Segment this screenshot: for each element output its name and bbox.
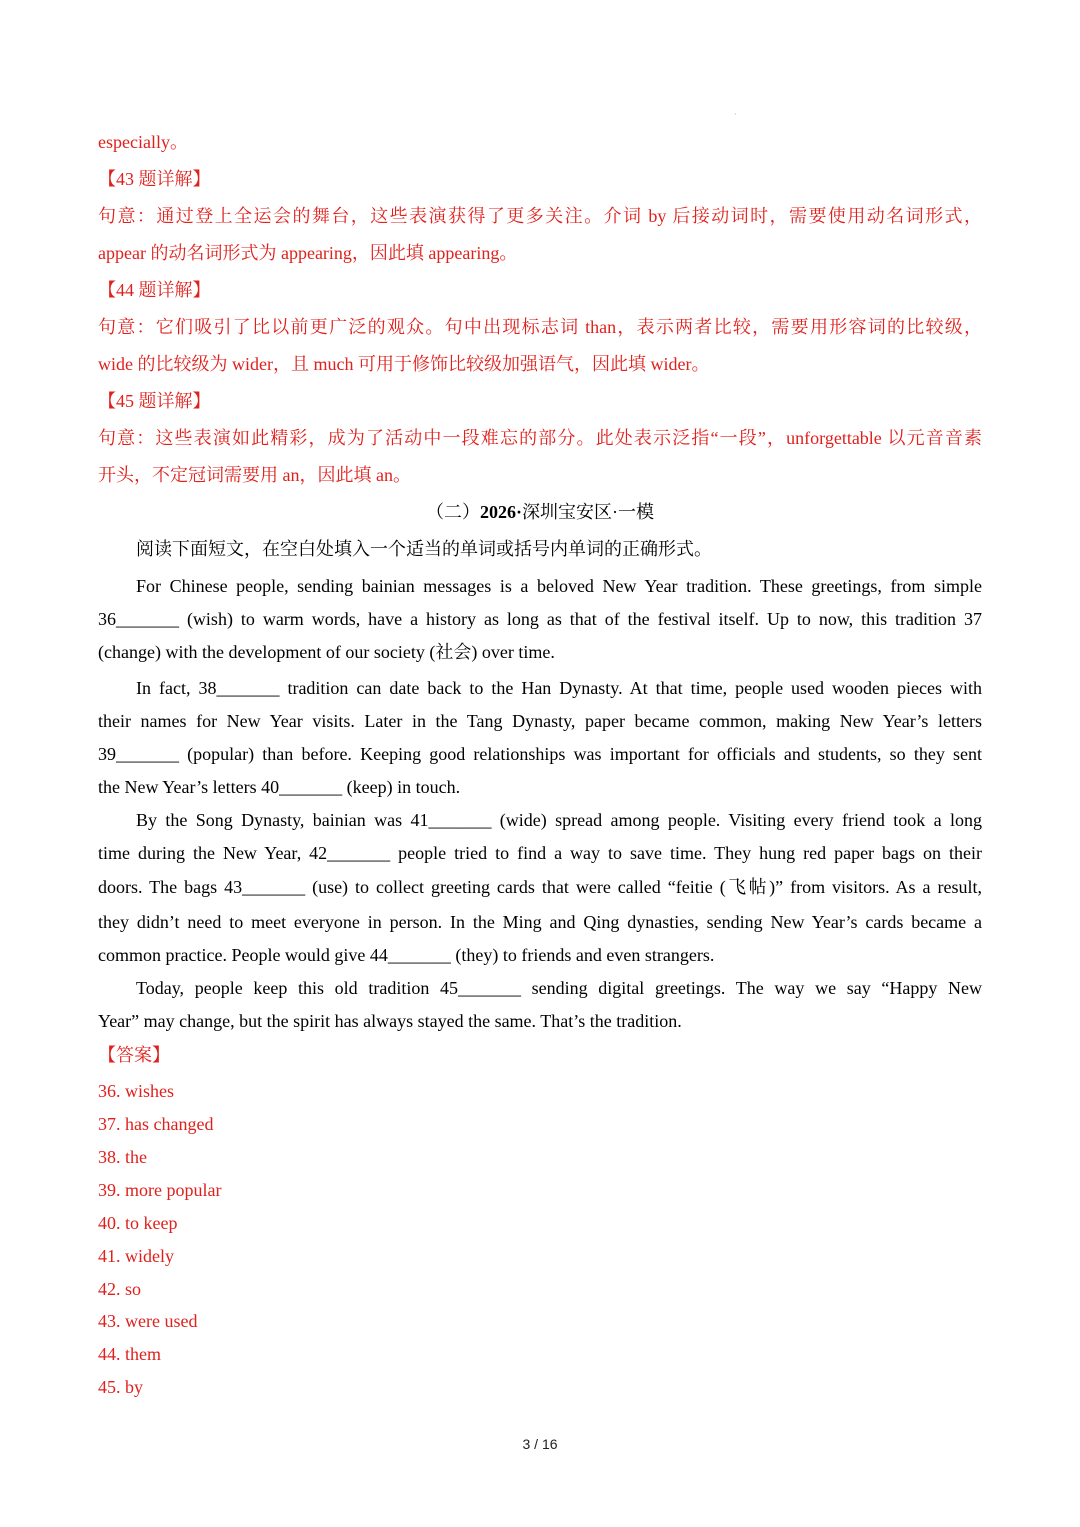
answer-item: 41. widely: [98, 1246, 174, 1266]
scan-dot: ·: [734, 110, 737, 119]
answer-item: 39. more popular: [98, 1180, 222, 1200]
passage-line: common practice. People would give 44_______ (they) to friends and even strangers.: [98, 945, 715, 965]
passage-line: doors. The bags 43_______ (use) to collect greeting cards that were called “feitie (飞帖)” from visitors. As a result,: [98, 877, 982, 897]
q44-text-line2: wide 的比较级为 wider，且 much 可用于修饰比较级加强语气，因此填 wider。: [98, 354, 710, 374]
passage-line: time during the New Year, 42_______ people tried to find a way to save time. They hung red paper bags on their: [98, 843, 982, 863]
q43-text-line2: appear 的动名词形式为 appearing，因此填 appearing。: [98, 243, 518, 263]
passage-line: their names for New Year visits. Later in the Tang Dynasty, paper became common, making New Year’s letters: [98, 711, 982, 731]
answer-item: 40. to keep: [98, 1213, 178, 1233]
answer-heading: 【答案】: [98, 1045, 170, 1065]
passage-line: In fact, 38_______ tradition can date back to the Han Dynasty. At that time, people used wooden pieces with: [136, 678, 982, 698]
q43-text-line1: 句意：通过登上全运会的舞台，这些表演获得了更多关注。介词 by 后接动词时，需要使用动名词形式，: [98, 206, 982, 226]
answer-item: 43. were used: [98, 1311, 198, 1331]
passage-line: 36_______ (wish) to warm words, have a history as long as that of the festival itself. Up to now, this tradition 37: [98, 609, 982, 629]
passage-line: (change) with the development of our society (社会) over time.: [98, 642, 555, 662]
page-number: 3 / 16: [522, 1436, 558, 1452]
q45-text-line1: 句意：这些表演如此精彩，成为了活动中一段难忘的部分。此处表示泛指“一段”，unforgettable 以元音音素: [98, 428, 982, 448]
passage-line: Year” may change, but the spirit has always stayed the same. That’s the tradition.: [98, 1011, 682, 1031]
answer-item: 38. the: [98, 1147, 147, 1167]
explanation-tail: especially。: [98, 132, 188, 152]
answer-item: 42. so: [98, 1279, 142, 1299]
q44-text-line1: 句意：它们吸引了比以前更广泛的观众。句中出现标志词 than，表示两者比较，需要用形容词的比较级，: [98, 317, 982, 337]
answer-item: 45. by: [98, 1377, 143, 1397]
passage-line: By the Song Dynasty, bainian was 41_______ (wide) spread among people. Visiting every friend took a long: [136, 810, 982, 830]
passage-line: the New Year’s letters 40_______ (keep) in touch.: [98, 777, 461, 797]
passage-line: Today, people keep this old tradition 45_______ sending digital greetings. The way we say “Happy New: [136, 978, 982, 998]
answer-item: 37. has changed: [98, 1114, 214, 1134]
q45-heading: 【45 题详解】: [98, 391, 211, 411]
answer-item: 36. wishes: [98, 1081, 174, 1101]
passage-line: 39_______ (popular) than before. Keeping good relationships was important for officials and students, so they sent: [98, 744, 982, 764]
passage-line: For Chinese people, sending bainian messages is a beloved New Year tradition. These greetings, from simple: [136, 576, 982, 596]
passage-line: they didn’t need to meet everyone in person. In the Ming and Qing dynasties, sending New Year’s cards became a: [98, 912, 982, 932]
section-title: （二）2026·深圳宝安区·一模: [425, 502, 654, 522]
q43-heading: 【43 题详解】: [98, 169, 211, 189]
section-instruction: 阅读下面短文，在空白处填入一个适当的单词或括号内单词的正确形式。: [136, 539, 712, 559]
q44-heading: 【44 题详解】: [98, 280, 211, 300]
answer-item: 44. them: [98, 1344, 161, 1364]
q45-text-line2: 开头，不定冠词需要用 an，因此填 an。: [98, 465, 411, 485]
